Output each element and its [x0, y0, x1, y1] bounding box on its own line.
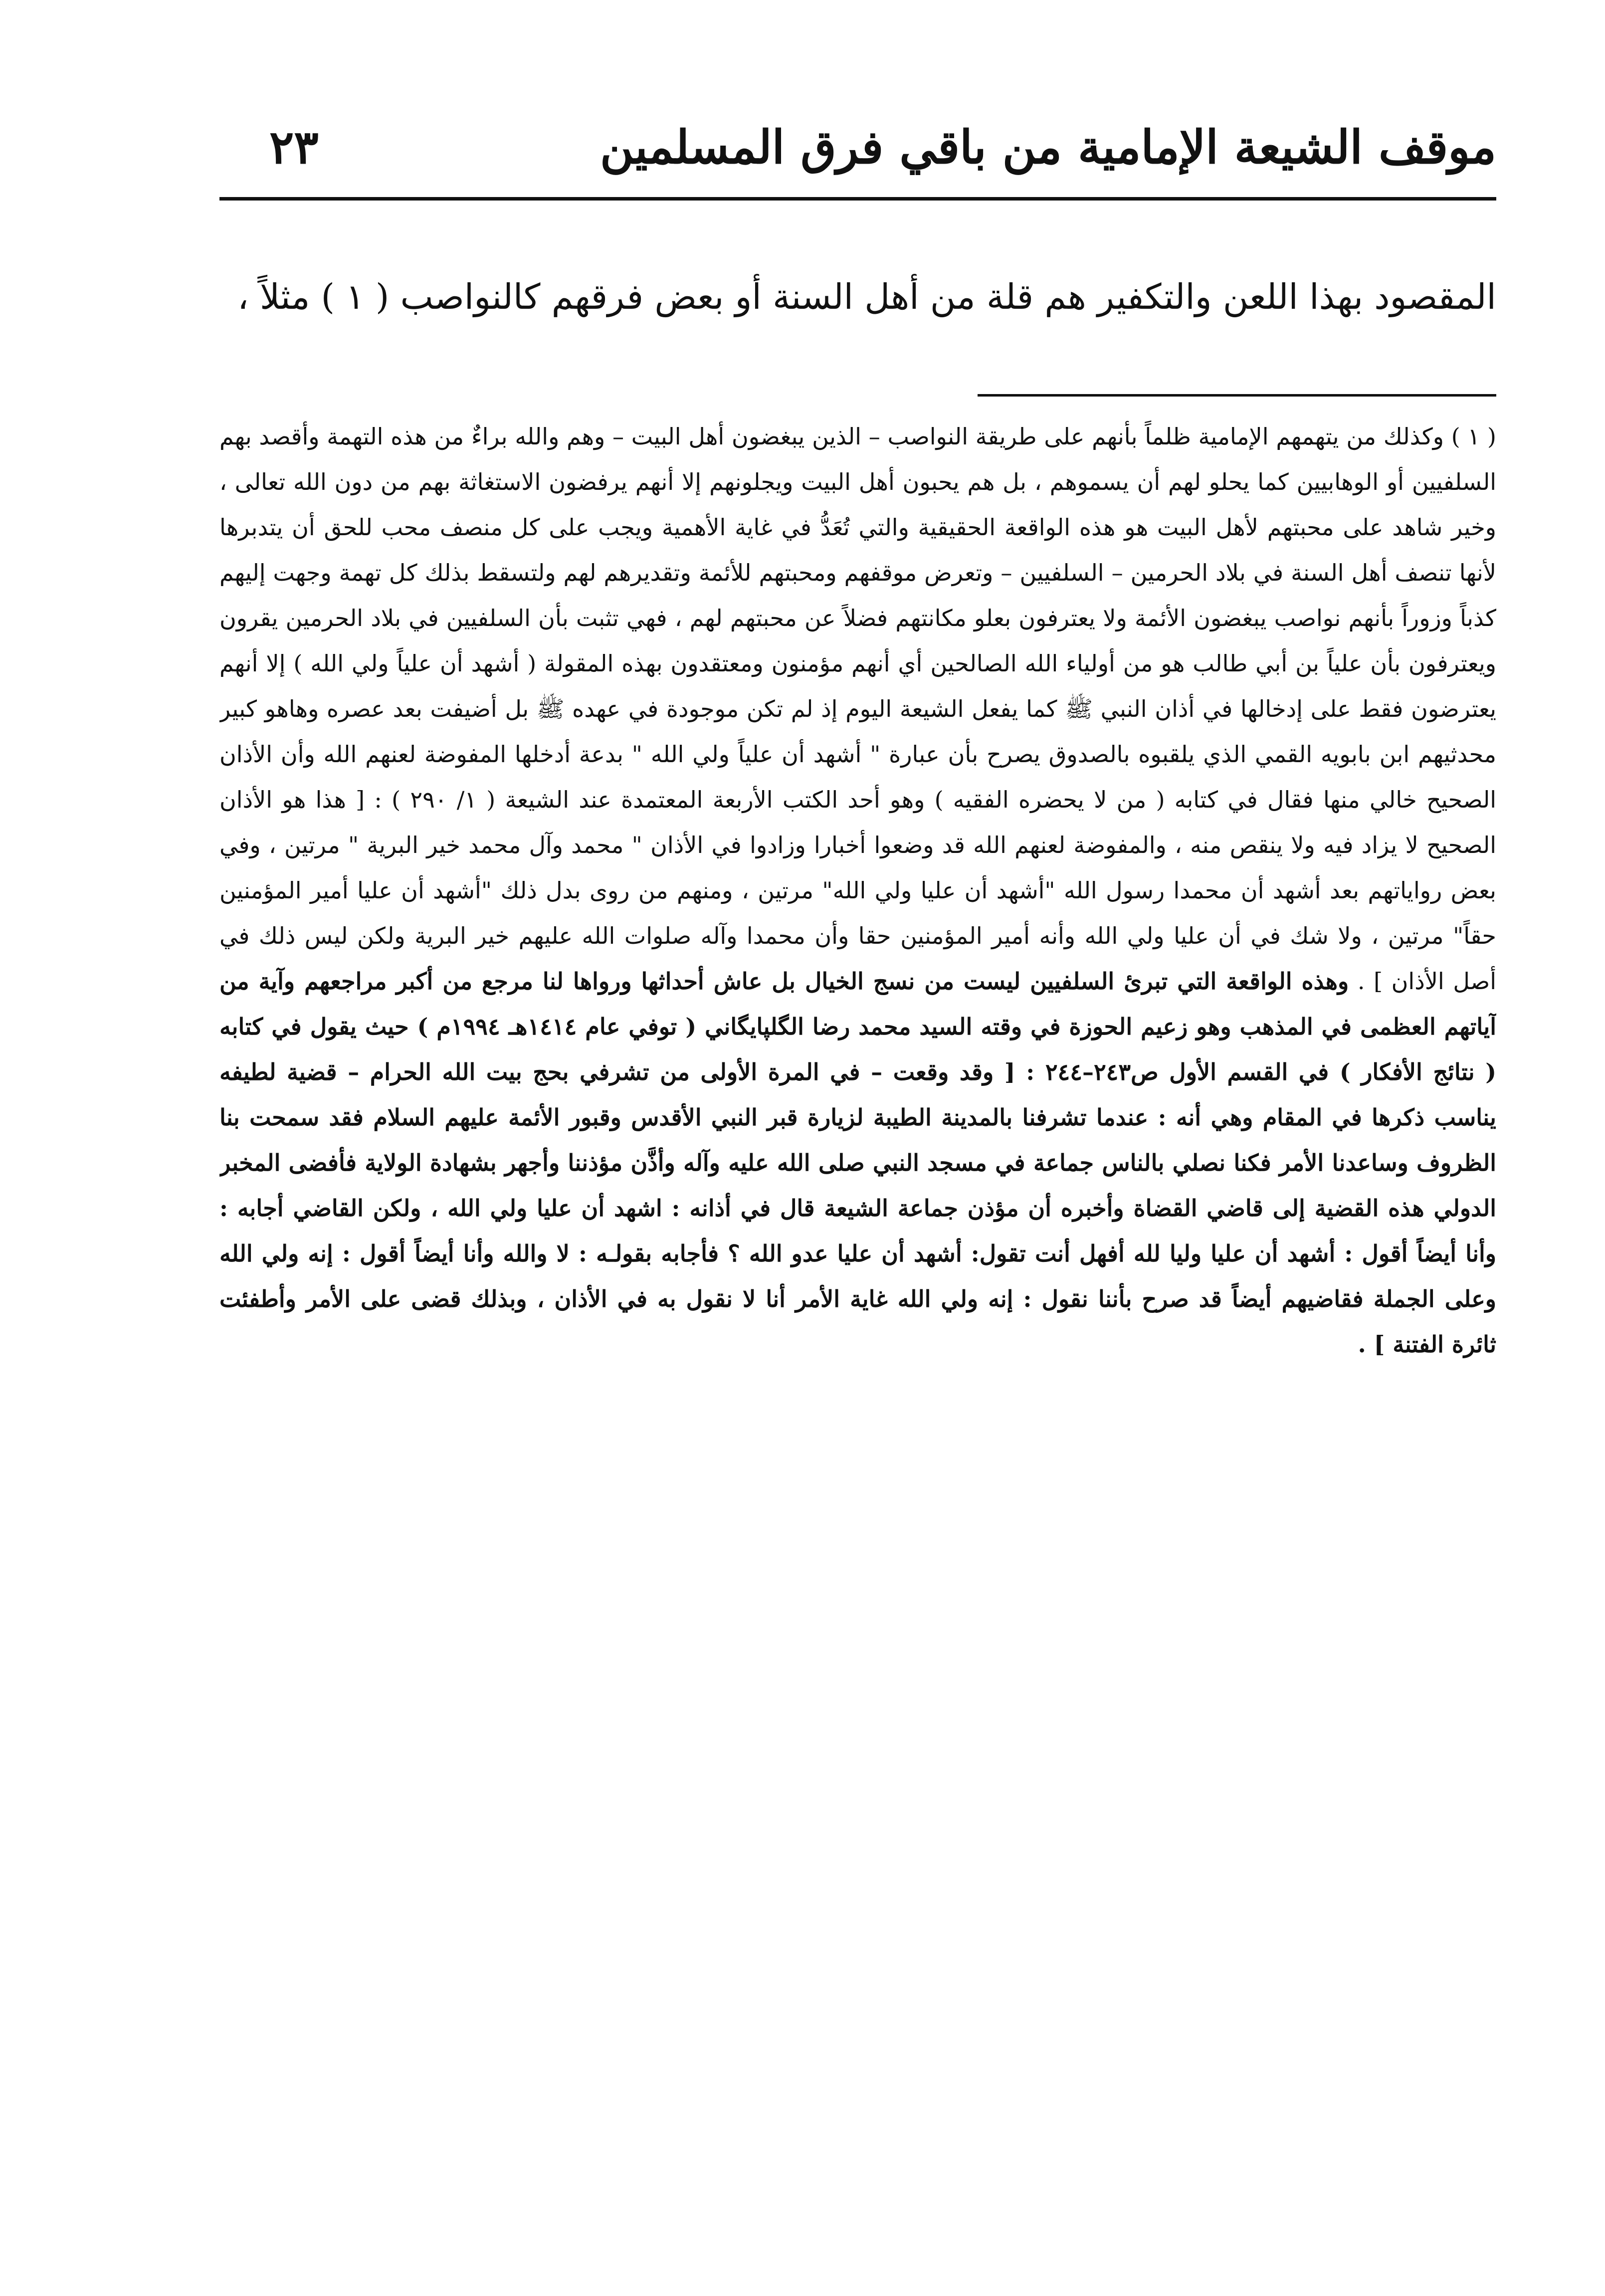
header-divider — [219, 197, 1496, 201]
page-number: ٢٣ — [269, 120, 319, 174]
footnote-marker: ( ١ ) — [1451, 423, 1496, 450]
footnote-text-bold: وهذه الواقعة التي تبرئ السلفيين ليست من نسج الخيال بل عاش أحداثها ورواها لنا مرجع من أكبر مراجعهم وآية من آياتهم العظمى في المذهب وهو زعيم الحوزة في وقته السيد محمد رضا الگلپايگاني ( توفي عام ١٤١٤هـ ١٩٩٤م ) حيث يقول في كتابه ( نتائج الأفكار ) في القسم الأول ص٢٤٣–٢٤٤ : [ وقد وقعت – في المرة الأولى من تشرفي بحج بيت الله الحرام – قضية لطيفه يناسب ذكرها في المقام وهي أنه : عندما تشرفنا بالمدينة الطيبة لزيارة قبر النبي الأقدس وقبور الأئمة عليهم السلام فقد سمحت بنا الظروف وساعدنا الأمر فكنا نصلي بالناس جماعة في مسجد النبي صلى الله عليه وآله وأذَّن مؤذننا وأجهر بشهادة الولاية فأفضى المخبر الدولي هذه القضية إلى قاضي القضاة وأخبره أن مؤذن جماعة الشيعة قال في أذانه : اشهد أن عليا ولي الله ، ولكن القاضي أجابه : وأنا أيضاً أقول : أشهد أن عليا وليا لله أفهل أنت تقول: أشهد أن عليا عدو الله ؟ فأجابه بقولـه : لا والله وأنا أيضاً أقول : إنه ولي الله وعلى الجملة فقاضيهم أيضاً قد صرح بأننا نقول : إنه ولي الله غاية الأمر أنا لا نقول به في الأذان ، وبذلك قضى على الأمر وأطفئت ثائرة الفتنة ] . — [219, 968, 1496, 1358]
footnote-separator — [978, 394, 1496, 397]
footnote — [219, 414, 1496, 2240]
footnote-text-regular: وكذلك من يتهمهم الإمامية ظلماً بأنهم على طريقة النواصب – الذين يبغضون أهل البيت – وهم والله براءٌ من هذه التهمة وأقصد بهم السلفيين أو الوهابيين كما يحلو لهم أن يسموهم ، بل هم يحبون أهل البيت ويجلونهم إلا أنهم يرفضون الاستغاثة بهم من دون الله تعالى ، وخير شاهد على محبتهم لأهل البيت هو هذه الواقعة الحقيقية والتي تُعَدُّ في غاية الأهمية ويجب على كل منصف محب للحق أن يتدبرها لأنها تنصف أهل السنة في بلاد الحرمين – السلفيين – وتعرض موقفهم ومحبتهم للأئمة وتقديرهم لهم ولتسقط بذلك كل تهمة وجهت إليهم كذباً وزوراً بأنهم نواصب يبغضون الأئمة ولا يعترفون بعلو مكانتهم فضلاً عن محبتهم لهم ، فهي تثبت بأن السلفيين في بلاد الحرمين يقرون ويعترفون بأن علياً بن أبي طالب هو من أولياء الله الصالحين أي أنهم مؤمنون ومعتقدون بهذه المقولة ( أشهد أن علياً ولي الله ) إلا أنهم يعترضون فقط على إدخالها في أذان النبي ﷺ كما يفعل الشيعة اليوم إذ لم تكن موجودة في عهده ﷺ بل أضيفت بعد عصره وهاهو كبير محدثيهم ابن بابويه القمي الذي يلقبوه بالصدوق يصرح بأن عبارة " أشهد أن علياً ولي الله " بدعة أدخلها المفوضة لعنهم الله وأن الأذان الصحيح خالي منها فقال في كتابه ( من لا يحضره الفقيه ) وهو أحد الكتب الأربعة المعتمدة عند الشيعة ( ١/ ٢٩٠ ) : [ هذا هو الأذان الصحيح لا يزاد فيه ولا ينقص منه ، والمفوضة لعنهم الله قد وضعوا أخبارا وزادوا في الأذان " محمد وآل محمد خير البرية " مرتين ، وفي بعض رواياتهم بعد أشهد أن محمدا رسول الله "أشهد أن عليا ولي الله" مرتين ، ومنهم من روى بدل ذلك "أشهد أن عليا أمير المؤمنين حقاً" مرتين ، ولا شك في أن عليا ولي الله وأنه أمير المؤمنين حقا وأن محمدا وآله صلوات الله عليهم خير البرية ولكن ليس ذلك في أصل الأذان ] . — [219, 423, 1496, 995]
page-header — [219, 102, 1496, 192]
running-title: موقف الشيعة الإمامية من باقي فرق المسلمين — [600, 120, 1496, 174]
main-paragraph: المقصود بهذا اللعن والتكفير هم قلة من أهل السنة أو بعض فرقهم كالنواصب ( ١ ) مثلاً ، — [237, 276, 1496, 317]
